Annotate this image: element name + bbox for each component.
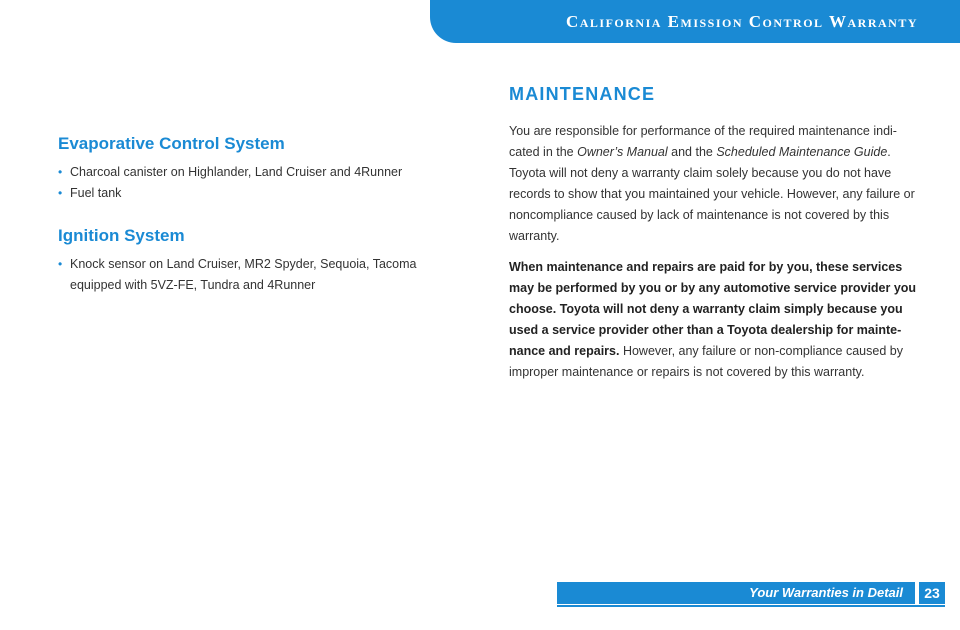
maintenance-title: MAINTENANCE <box>509 84 656 104</box>
footer-label: Your Warranties in Detail <box>749 585 903 600</box>
maintenance-paragraph-2: When maintenance and repairs are paid for by you, these services may be performed by you or by any automotive service provider you choose. Toyota will not deny a warranty claim simply because you used a service provider other than a Toyota dealership for mainte-nance and repairs. However, any failure or non-compliance caused by improper maintenance or repairs is not covered by this warranty. <box>509 260 917 379</box>
header-tab <box>430 0 960 43</box>
section-heading-ignition: Ignition System <box>58 226 185 245</box>
footer-bar <box>557 582 915 604</box>
list-item: • Fuel tank <box>58 183 438 204</box>
page-number: 23 <box>917 582 945 604</box>
owners-manual-ref: Owner’s Manual <box>577 145 668 159</box>
section-heading-evaporative: Evaporative Control System <box>58 134 285 153</box>
ignition-list <box>58 254 438 296</box>
list-item: • Charcoal canister on Highlander, Land Cruiser and 4Runner <box>58 162 438 183</box>
bullet-icon: • <box>58 257 63 271</box>
bullet-icon: • <box>58 186 63 200</box>
bullet-icon: • <box>58 165 63 179</box>
maintenance-paragraph-1: You are responsible for performance of the required maintenance indi-cated in the Owner’s Manual and the Scheduled Maintenance Guide. Toyota will not deny a warranty claim solely because you do not have records to show that you maintained your vehicle. However, any failure or noncompliance caused by lack of maintenance is not covered by this warranty. <box>509 124 915 243</box>
footer-divider <box>557 605 945 607</box>
page-title: California Emission Control Warranty <box>565 12 918 31</box>
evaporative-list <box>58 162 438 204</box>
list-item: • Knock sensor on Land Cruiser, MR2 Spyder, Sequoia, Tacoma equipped with 5VZ-FE, Tundra and 4Runner <box>58 254 438 296</box>
left-column <box>58 134 438 318</box>
maintenance-guide-ref: Scheduled Maintenance Guide <box>716 145 888 159</box>
right-column <box>509 84 921 393</box>
